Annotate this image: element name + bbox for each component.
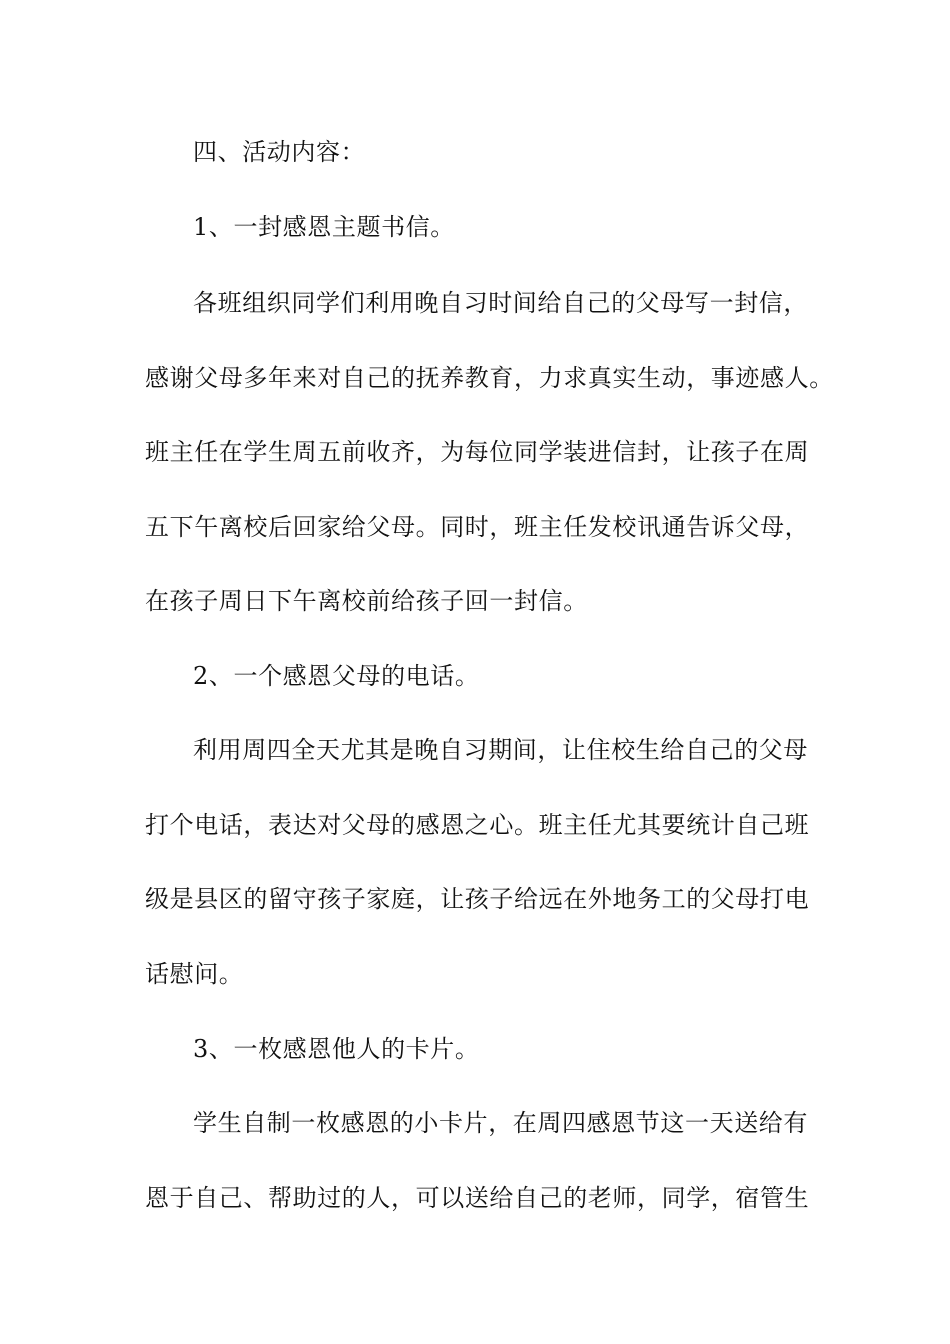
- paragraph-line: 班主任在学生周五前收齐，为每位同学装进信封，让孩子在周: [145, 438, 810, 466]
- paragraph-line: 学生自制一枚感恩的小卡片，在周四感恩节这一天送给有: [193, 1109, 808, 1137]
- paragraph-line: 恩于自己、帮助过的人，可以送给自己的老师，同学，宿管生: [145, 1184, 810, 1212]
- paragraph-line: 各班组织同学们利用晚自习时间给自己的父母写一封信，: [193, 289, 808, 317]
- paragraph-line: 利用周四全天尤其是晚自习期间，让住校生给自己的父母: [193, 736, 808, 764]
- paragraph-line: 级是县区的留守孩子家庭，让孩子给远在外地务工的父母打电: [145, 885, 810, 913]
- item-heading-2: 2、一个感恩父母的电话。: [193, 662, 480, 690]
- paragraph-line: 打个电话，表达对父母的感恩之心。班主任尤其要统计自己班: [145, 811, 810, 839]
- paragraph-line: 五下午离校后回家给父母。同时，班主任发校讯通告诉父母，: [145, 513, 810, 541]
- item-heading-1: 1、一封感恩主题书信。: [193, 213, 455, 241]
- section-heading: 四、活动内容：: [193, 138, 366, 166]
- item-heading-3: 3、一枚感恩他人的卡片。: [193, 1035, 480, 1063]
- paragraph-line: 话慰问。: [145, 960, 244, 988]
- paragraph-line: 在孩子周日下午离校前给孩子回一封信。: [145, 587, 588, 615]
- paragraph-line: 感谢父母多年来对自己的抚养教育，力求真实生动，事迹感人。: [145, 364, 834, 392]
